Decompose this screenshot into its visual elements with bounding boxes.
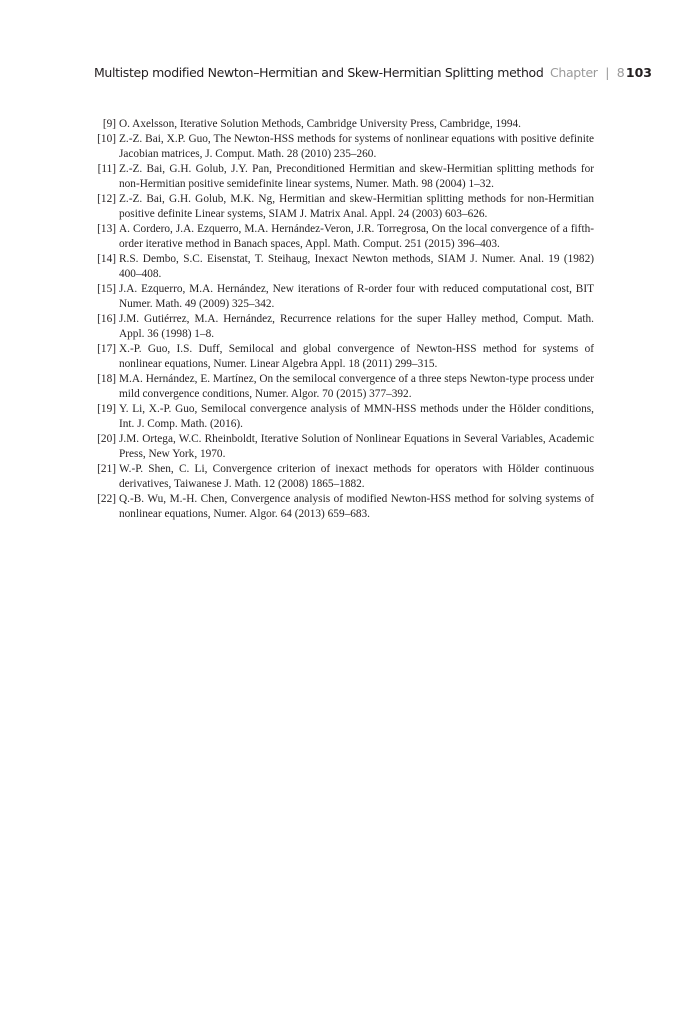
reference-number: [20] <box>97 433 116 445</box>
reference-number: [11] <box>97 163 116 175</box>
reference-item <box>90 432 594 462</box>
chapter-label: Chapter <box>550 65 598 80</box>
reference-text: J.M. Ortega, W.C. Rheinboldt, Iterative Solution of Nonlinear Equations in Several Variables, Academic Press, New York, 1970. <box>119 433 594 460</box>
reference-text: A. Cordero, J.A. Ezquerro, M.A. Hernández-Veron, J.R. Torregrosa, On the local convergence of a fifth-order iterative method in Banach spaces, Appl. Math. Comput. 251 (2015) 396–403. <box>119 223 594 250</box>
reference-number: [17] <box>97 343 116 355</box>
reference-item <box>90 402 594 432</box>
running-head-title: Multistep modified Newton–Hermitian and Skew-Hermitian Splitting method <box>94 65 544 80</box>
reference-text: R.S. Dembo, S.C. Eisenstat, T. Steihaug, Inexact Newton methods, SIAM J. Numer. Anal. 19 (1982) 400–408. <box>119 253 594 280</box>
reference-text: Y. Li, X.-P. Guo, Semilocal convergence analysis of MMN-HSS methods under the Hölder conditions, Int. J. Comp. Math. (2016). <box>119 403 594 430</box>
reference-number: [18] <box>97 373 116 385</box>
reference-text: W.-P. Shen, C. Li, Convergence criterion of inexact methods for operators with Hölder continuous derivatives, Taiwanese J. Math. 12 (2008) 1865–1882. <box>119 463 594 490</box>
reference-number: [15] <box>97 283 116 295</box>
reference-list <box>90 117 594 522</box>
reference-number: [19] <box>97 403 116 415</box>
reference-number: [12] <box>97 193 116 205</box>
reference-text: X.-P. Guo, I.S. Duff, Semilocal and global convergence of Newton-HSS method for systems of nonlinear equations, Numer. Linear Algebra Appl. 18 (2011) 299–315. <box>119 343 594 370</box>
reference-item <box>90 132 594 162</box>
reference-text: O. Axelsson, Iterative Solution Methods, Cambridge University Press, Cambridge, 1994. <box>119 118 521 130</box>
reference-item <box>90 117 594 132</box>
reference-text: Z.-Z. Bai, G.H. Golub, M.K. Ng, Hermitian and skew-Hermitian splitting methods for non-Hermitian positive definite Linear systems, SIAM J. Matrix Anal. Appl. 24 (2003) 603–626. <box>119 193 594 220</box>
reference-text: Z.-Z. Bai, X.P. Guo, The Newton-HSS methods for systems of nonlinear equations with positive definite Jacobian matrices, J. Comput. Math. 28 (2010) 235–260. <box>119 133 594 160</box>
reference-number: [14] <box>97 253 116 265</box>
reference-item <box>90 252 594 282</box>
reference-number: [22] <box>97 493 116 505</box>
reference-text: Z.-Z. Bai, G.H. Golub, J.Y. Pan, Preconditioned Hermitian and skew-Hermitian splitting methods for non-Hermitian positive semidefinite linear systems, Numer. Math. 98 (2004) 1–32. <box>119 163 594 190</box>
chapter-number: 8 <box>616 65 625 80</box>
reference-item <box>90 192 594 222</box>
reference-item <box>90 492 594 522</box>
reference-number: [21] <box>97 463 116 475</box>
reference-number: [13] <box>97 223 116 235</box>
reference-item <box>90 312 594 342</box>
reference-text: Q.-B. Wu, M.-H. Chen, Convergence analysis of modified Newton-HSS method for solving systems of nonlinear equations, Numer. Algor. 64 (2013) 659–683. <box>119 493 594 520</box>
reference-item <box>90 462 594 492</box>
reference-text: J.M. Gutiérrez, M.A. Hernández, Recurrence relations for the super Halley method, Comput. Math. Appl. 36 (1998) 1–8. <box>119 313 594 340</box>
reference-item <box>90 162 594 192</box>
reference-number: [16] <box>97 313 116 325</box>
reference-item <box>90 282 594 312</box>
running-head <box>94 64 652 82</box>
reference-item <box>90 222 594 252</box>
reference-number: [9] <box>102 118 116 130</box>
reference-text: M.A. Hernández, E. Martínez, On the semilocal convergence of a three steps Newton-type process under mild convergence conditions, Numer. Algor. 70 (2015) 377–392. <box>119 373 594 400</box>
reference-number: [10] <box>97 133 116 145</box>
reference-item <box>90 342 594 372</box>
reference-item <box>90 372 594 402</box>
page-number: 103 <box>625 65 652 80</box>
reference-text: J.A. Ezquerro, M.A. Hernández, New iterations of R-order four with reduced computational cost, BIT Numer. Math. 49 (2009) 325–342. <box>119 283 594 310</box>
header-separator: | <box>605 65 610 80</box>
